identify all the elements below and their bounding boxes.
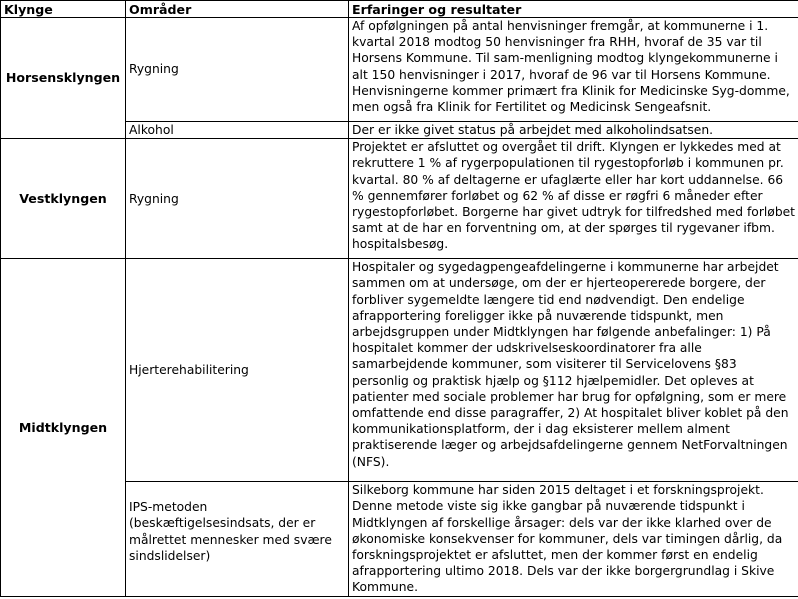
header-area: Områder [126,1,349,18]
results-cell: Projektet er afsluttet og overgået til drift. Klyngen er lykkedes med at rekruttere 1 % af rygerpopulationen til rygestopforløb i kommunen pr. kvartal. 80 % af deltagerne er ufaglærte eller har kort uddannelse. 66 % gennemfører forløbet og 62 % af disse er røgfri 6 måneder efter rygestopforløbet. Borgerne har givet udtryk for tilfredshed med forløbet samt at de har en forventning om, at der spørges til rygevaner ifbm. hospitalsbesøg. [349,139,798,259]
area-cell: Rygning [126,18,349,122]
results-cell: Der er ikke givet status på arbejdet med alkoholindsatsen. [349,122,798,139]
table-row [1,139,798,259]
results-cell: Af opfølgningen på antal henvisninger fremgår, at kommunerne i 1. kvartal 2018 modtog 50 henvisninger fra RHH, hvoraf de 35 var til Horsens Kommune. Til sam-menligning modtog klyngekommunerne i alt 150 henvisninger i 2017, hvoraf de 96 var til Horsens Kommune. Henvisningerne kommer primært fra Klinik for Medicinske Syg-domme, men også fra Klinik for Fertilitet og Medicinsk Sengeafsnit. [349,18,798,122]
header-results: Erfaringer og resultater [349,1,798,18]
table-row [1,259,798,482]
header-row [1,1,798,18]
cluster-cell-midt: Midtklyngen [1,259,126,597]
header-cluster: Klynge [1,1,126,18]
area-cell: Hjerterehabilitering [126,259,349,482]
area-cell: IPS-metoden (beskæftigelsesindsats, der er målrettet mennesker med svære sindslidelser) [126,482,349,597]
cluster-cell-horsens: Horsensklyngen [1,18,126,139]
cluster-cell-vest: Vestklyngen [1,139,126,259]
results-cell: Silkeborg kommune har siden 2015 deltaget i et forskningsprojekt. Denne metode viste sig ikke gangbar på nuværende tidspunkt i Midtklyngen af forskellige årsager: dels var der ikke klarhed over de økonomiske konsekvenser for kommuner, dels var timingen dårlig, da forskningsprojektet er afsluttet, men der kommer først en endelig afrapportering ultimo 2018. Dels var der ikke borgergrundlag i Skive Kommune. [349,482,798,597]
table-row [1,18,798,122]
area-cell: Rygning [126,139,349,259]
results-cell: Hospitaler og sygedagpengeafdelingerne i kommunerne har arbejdet sammen om at undersøge, om der er hjerteopererede borgere, der forbliver sygemeldte længere tid end nødvendigt. Den endelige afrapportering foreligger ikke på nuværende tidspunkt, men arbejdsgruppen under Midtklyngen har følgende anbefalinger: 1) På hospitalet kommer der udskrivelseskoordinatorer fra alle samarbejdende kommuner, som visiterer til Servicelovens §83 personlig og praktisk hjælp og §112 hjælpemidler. Det opleves at patienter med sociale problemer har brug for opfølgning, som er mere omfattende end disse paragraffer, 2) At hospitalet bliver koblet på den kommunikationsplatform, der i dag eksisterer mellem alment praktiserende læger og arbejdsafdelingerne gennem NetForvaltningen (NFS). [349,259,798,482]
area-cell: Alkohol [126,122,349,139]
